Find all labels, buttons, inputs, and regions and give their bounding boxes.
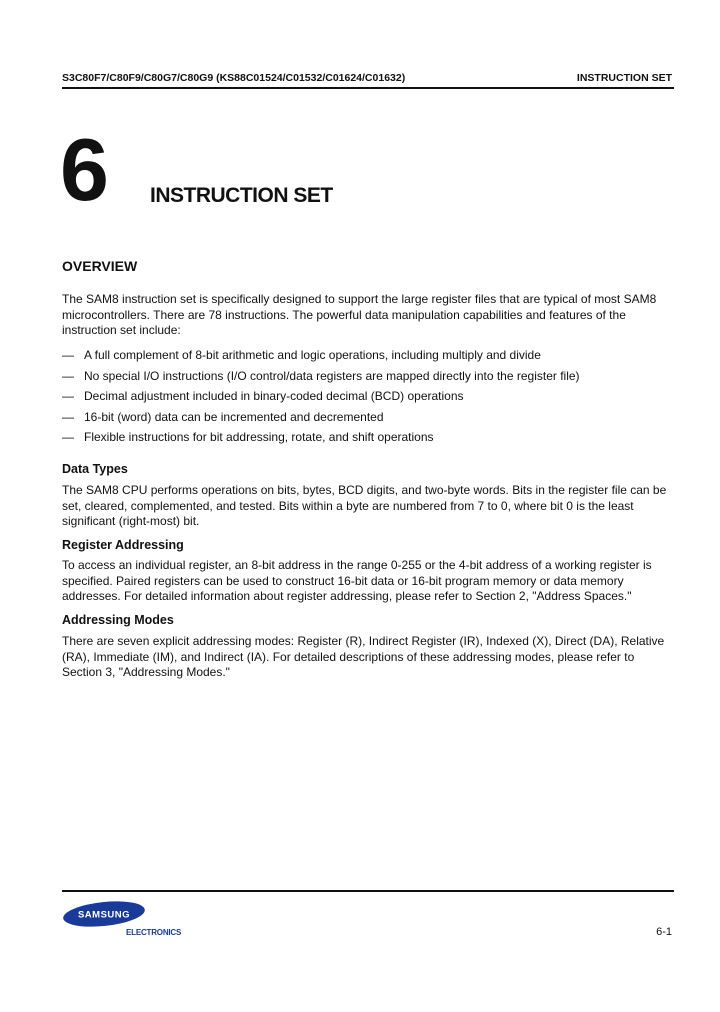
samsung-logo [62,898,146,930]
data-types-body: The SAM8 CPU performs operations on bits, bytes, BCD digits, and two-byte words. Bits in the register file can be set, cleared, complemented, and tested. Bits within a byte are numbered from 7 to 0, where bit 0 is the least significant (right-most) bit. [62,483,667,528]
list-item: — A full complement of 8-bit arithmetic and logic operations, including multiply and divide [62,348,541,362]
header-doc-id: S3C80F7/C80F9/C80G7/C80G9 (KS88C01524/C01532/C01624/C01632) [62,72,406,84]
register-addressing-title: Register Addressing [62,538,184,552]
list-item: — Flexible instructions for bit addressing, rotate, and shift operations [62,430,434,445]
header-section-name: INSTRUCTION SET [576,72,672,84]
footer-rule [62,890,674,892]
addressing-modes-title: Addressing Modes [62,613,174,627]
addressing-modes-body: There are seven explicit addressing modes: Register (R), Indirect Register (IR), Indexed (X), Direct (DA), Relative (RA), Immediate (IM), and Indirect (IA). For detailed descriptions of these addressing modes, please refer to Section 3, "Addressing Modes." [62,634,665,679]
register-addressing-body: To access an individual register, an 8-bit address in the range 0-255 or the 4-bit address of a working register is specified. Paired registers can be used to construct 16-bit data or 16-bit program memory or data memory addresses. For detailed information about register addressing, please refer to Section 2, "Address Spaces." [62,558,652,603]
dash-icon: — [62,430,74,445]
page-number: 6-1 [656,926,672,938]
chapter-title: INSTRUCTION SET [150,184,333,207]
dash-icon: — [62,348,74,362]
overview-intro: The SAM8 instruction set is specifically designed to support the large register files that are typical of most SAM8 microcontrollers. There are 78 instructions. The powerful data manipulation capabilities and features of the instruction set include: [62,292,657,337]
dash-icon: — [62,409,74,424]
data-types-title: Data Types [62,462,128,476]
dash-icon: — [62,389,74,404]
logo-subtitle: ELECTRONICS [126,928,182,937]
header-rule [62,87,674,89]
overview-title: OVERVIEW [62,258,138,274]
logo-text: SAMSUNG [77,909,131,921]
dash-icon: — [62,368,74,383]
list-item: — Decimal adjustment included in binary-coded decimal (BCD) operations [62,389,464,404]
list-item: — 16-bit (word) data can be incremented and decremented [62,409,384,424]
list-item: — No special I/O instructions (I/O control/data registers are mapped directly into the register file) [62,368,580,383]
feature-list [62,348,674,451]
chapter-number: 6 [60,120,107,219]
